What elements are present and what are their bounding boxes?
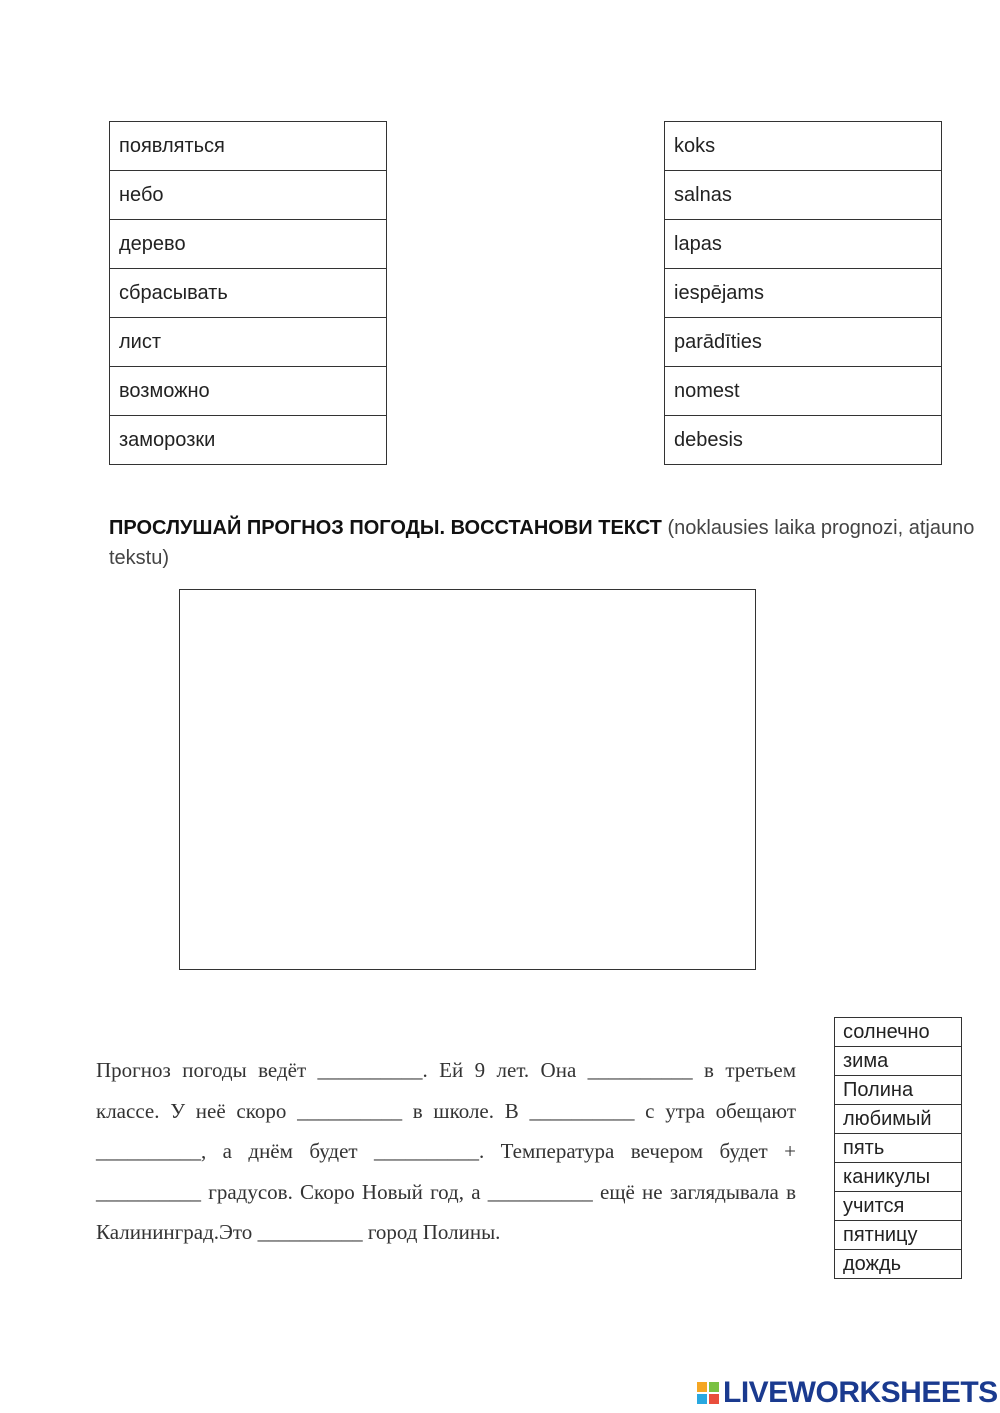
text-segment: . Температура вечером будет +: [478, 1139, 796, 1163]
vocab-lv-cell[interactable]: parādīties: [665, 318, 942, 367]
word-bank-item[interactable]: любимый: [835, 1105, 962, 1134]
text-segment: в школе. В: [402, 1098, 530, 1123]
text-segment: градусов. Скоро Новый год, а: [201, 1179, 488, 1204]
word-bank-item[interactable]: дождь: [835, 1250, 962, 1279]
logo-squares-icon: [697, 1382, 719, 1404]
vocab-ru-cell: появляться: [110, 122, 387, 171]
vocab-ru-cell: дерево: [110, 220, 387, 269]
text-segment: . Ей 9 лет. Она: [422, 1058, 588, 1082]
vocab-lv-cell[interactable]: iespējams: [665, 269, 942, 318]
fill-in-text: [96, 1050, 796, 1253]
word-bank-item[interactable]: каникулы: [835, 1163, 962, 1192]
text-segment: город Полины.: [362, 1220, 501, 1244]
text-segment: с утра обещают: [634, 1098, 796, 1123]
vocab-lv-cell[interactable]: salnas: [665, 171, 942, 220]
vocab-lv-cell[interactable]: koks: [665, 122, 942, 171]
logo-square: [709, 1382, 719, 1392]
text-segment: ещё не заглядывала в Калининград.Это: [96, 1179, 797, 1244]
answer-blank[interactable]: __________: [257, 1220, 363, 1244]
logo-square: [697, 1394, 707, 1404]
answer-blank[interactable]: __________: [96, 1139, 201, 1163]
word-bank-item[interactable]: пять: [835, 1134, 962, 1163]
vocab-ru-cell: небо: [110, 171, 387, 220]
answer-blank[interactable]: __________: [373, 1139, 479, 1163]
word-bank-item[interactable]: солнечно: [835, 1018, 962, 1047]
answer-blank[interactable]: __________: [317, 1058, 423, 1082]
task-heading: [109, 513, 989, 573]
logo-square: [709, 1394, 719, 1404]
vocab-ru-cell: сбрасывать: [110, 269, 387, 318]
text-segment: Прогноз погоды ведёт: [96, 1058, 318, 1082]
logo-square: [697, 1382, 707, 1392]
vocab-ru-cell: возможно: [110, 367, 387, 416]
word-bank-item[interactable]: пятницу: [835, 1221, 962, 1250]
answer-blank[interactable]: __________: [297, 1098, 403, 1123]
vocab-ru-cell: заморозки: [110, 416, 387, 465]
vocab-lv-cell[interactable]: lapas: [665, 220, 942, 269]
audio-player-area[interactable]: [179, 589, 756, 970]
word-bank-item[interactable]: зима: [835, 1047, 962, 1076]
vocab-ru-cell: лист: [110, 318, 387, 367]
task-title: ПРОСЛУШАЙ ПРОГНОЗ ПОГОДЫ. ВОССТАНОВИ ТЕКСТ: [109, 517, 662, 539]
answer-blank[interactable]: __________: [96, 1179, 201, 1204]
text-segment: в третьем классе. У неё скоро: [96, 1058, 796, 1123]
word-bank: [834, 1017, 962, 1279]
answer-blank[interactable]: __________: [587, 1058, 693, 1082]
answer-blank[interactable]: __________: [529, 1098, 635, 1123]
answer-blank[interactable]: __________: [487, 1179, 593, 1204]
word-bank-item[interactable]: Полина: [835, 1076, 962, 1105]
vocab-lv-cell[interactable]: nomest: [665, 367, 942, 416]
text-segment: , а днём будет: [201, 1139, 374, 1163]
latvian-vocab-table: [664, 121, 942, 465]
task-hint: (noklausies laika prognozi, atjauno tekstu): [109, 517, 975, 569]
vocab-lv-cell[interactable]: debesis: [665, 416, 942, 465]
russian-vocab-table: [109, 121, 387, 465]
liveworksheets-logo: [697, 1376, 998, 1410]
logo-text: LIVEWORKSHEETS: [723, 1376, 998, 1409]
word-bank-item[interactable]: учится: [835, 1192, 962, 1221]
